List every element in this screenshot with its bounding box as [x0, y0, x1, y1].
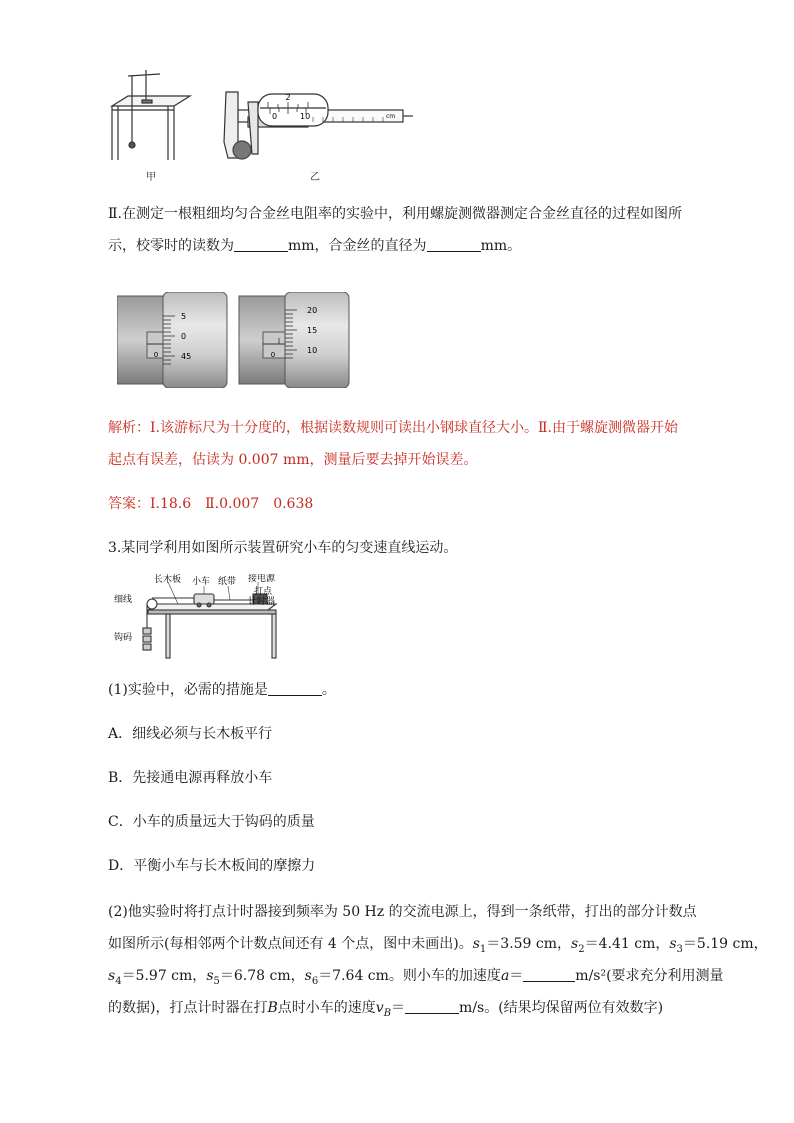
label-timer2: 计时器	[248, 597, 276, 607]
cart-apparatus-figure	[108, 574, 280, 662]
label-weight: 钩码	[114, 633, 133, 643]
acceleration-symbol: a	[500, 968, 510, 984]
acceleration-blank	[523, 967, 575, 982]
velocity-blank	[405, 999, 459, 1014]
q3-sub2-line2	[108, 934, 768, 960]
figure-label-a: 甲	[146, 172, 156, 183]
s2-symbol: s	[571, 936, 579, 952]
s5-value: ＝6.78 cm，	[219, 968, 305, 984]
caliper-drawing	[224, 92, 413, 159]
option-b: B．先接通电源再释放小车	[108, 770, 273, 786]
acceleration-unit: m/s²(要求充分利用测量	[575, 968, 724, 984]
s1-value: ＝3.59 cm，	[486, 936, 572, 952]
s4-value: ＝5.97 cm，	[121, 968, 207, 984]
q3-sub1-blank	[268, 681, 322, 696]
q3-sub1	[108, 680, 336, 700]
micrometer-left-tick-5: 5	[181, 312, 187, 321]
caliper-scale-label-10: 10	[300, 112, 311, 121]
label-tape: 纸带	[218, 577, 237, 587]
q3-sub1-end: 。	[321, 682, 336, 698]
q3-sub2-line2-pre: 如图所示(每相邻两个计数点间还有 4 个点，图中未画出)。	[108, 936, 473, 952]
point-b-symbol: B	[267, 1000, 278, 1016]
part2-line2-a: 示，校零时的读数为	[108, 238, 234, 254]
caliper-scale-label-0: 0	[272, 112, 278, 121]
option-d: D．平衡小车与长木板间的摩擦力	[108, 858, 316, 874]
zero-reading-blank	[234, 237, 288, 252]
label-car: 小车	[192, 577, 211, 587]
q3-stem: 3.某同学利用如图所示装置研究小车的匀变速直线运动。	[108, 540, 458, 556]
option-a: A．细线必须与长木板平行	[108, 726, 273, 742]
micrometer-right	[239, 292, 349, 388]
s1-symbol: s	[472, 936, 480, 952]
label-power: 接电源	[248, 574, 276, 584]
line4-text-a: 的数据)，打点计时器在打	[108, 1000, 268, 1016]
s6-symbol: s	[304, 968, 312, 984]
q3-sub1-text: (1)实验中，必需的措施是	[108, 682, 268, 698]
answer-line: 答案：Ⅰ.18.6 Ⅱ.0.007 0.638	[108, 496, 314, 512]
micrometer-left-tick-45: 45	[181, 352, 192, 361]
velocity-equals: ＝	[391, 1000, 406, 1016]
line4-text-b: 点时小车的速度	[277, 1000, 376, 1016]
diameter-blank	[427, 237, 481, 252]
s5-symbol: s	[206, 968, 214, 984]
micrometer-right-tick-15: 15	[307, 326, 318, 335]
s6-index: 6	[311, 975, 319, 987]
micrometer-left-tick-0: 0	[181, 332, 187, 341]
label-timer1: 打点	[254, 587, 273, 597]
q3-sub2-line1: (2)他实验时将打点计时器接到频率为 50 Hz 的交流电源上，得到一条纸带，打出的部分计数点	[108, 904, 697, 920]
part2-line1: Ⅱ.在测定一根粗细均匀合金丝电阻率的实验中，利用螺旋测微器测定合金丝直径的过程如图所	[108, 206, 682, 222]
s4-symbol: s	[108, 968, 116, 984]
acceleration-equals: ＝	[509, 968, 524, 984]
s6-value: ＝7.64 cm。则小车的加速度	[318, 968, 501, 984]
figure-label-b: 乙	[310, 172, 320, 183]
figure-apparatus	[108, 62, 418, 182]
s3-value: ＝5.19 cm，	[682, 936, 768, 952]
s3-index: 3	[676, 943, 683, 955]
micrometer-right-tick-10: 10	[307, 346, 318, 355]
line4-text-d: m/s。(结果均保留两位有效数字)	[459, 1000, 664, 1016]
s2-index: 2	[578, 943, 585, 955]
micrometer-right-main-0: 0	[270, 351, 276, 359]
caliper-unit-label: cm	[386, 113, 396, 120]
q3-sub2-line4	[108, 998, 663, 1024]
label-string: 细线	[114, 595, 133, 605]
velocity-symbol: v	[375, 1000, 384, 1016]
s3-symbol: s	[669, 936, 677, 952]
analysis-line1: 解析：Ⅰ.该游标尺为十分度的，根据读数规则可读出小钢球直径大小。Ⅱ.由于螺旋测微器开始	[108, 420, 678, 436]
pendulum-table-drawing	[112, 70, 190, 160]
s1-index: 1	[479, 943, 487, 955]
s4-index: 4	[115, 975, 122, 987]
part2-line2-c: mm。	[480, 238, 522, 254]
option-c: C．小车的质量远大于钩码的质量	[108, 814, 315, 830]
s2-value: ＝4.41 cm，	[584, 936, 670, 952]
micrometer-figures	[117, 292, 357, 388]
part2-line2-b: mm，合金丝的直径为	[288, 238, 427, 254]
micrometer-left-main-0: 0	[153, 351, 159, 359]
q3-sub2-line3	[108, 966, 724, 992]
caliper-scale-label-2: 2	[285, 93, 291, 102]
analysis-line2: 起点有误差，估读为 0.007 mm，测量后要去掉开始误差。	[108, 452, 478, 468]
micrometer-right-tick-20: 20	[307, 306, 318, 315]
s5-index: 5	[213, 975, 220, 987]
label-board: 长木板	[154, 575, 182, 585]
micrometer-left	[117, 292, 227, 388]
part2-line2	[108, 236, 521, 256]
velocity-subscript: B	[383, 1007, 392, 1019]
